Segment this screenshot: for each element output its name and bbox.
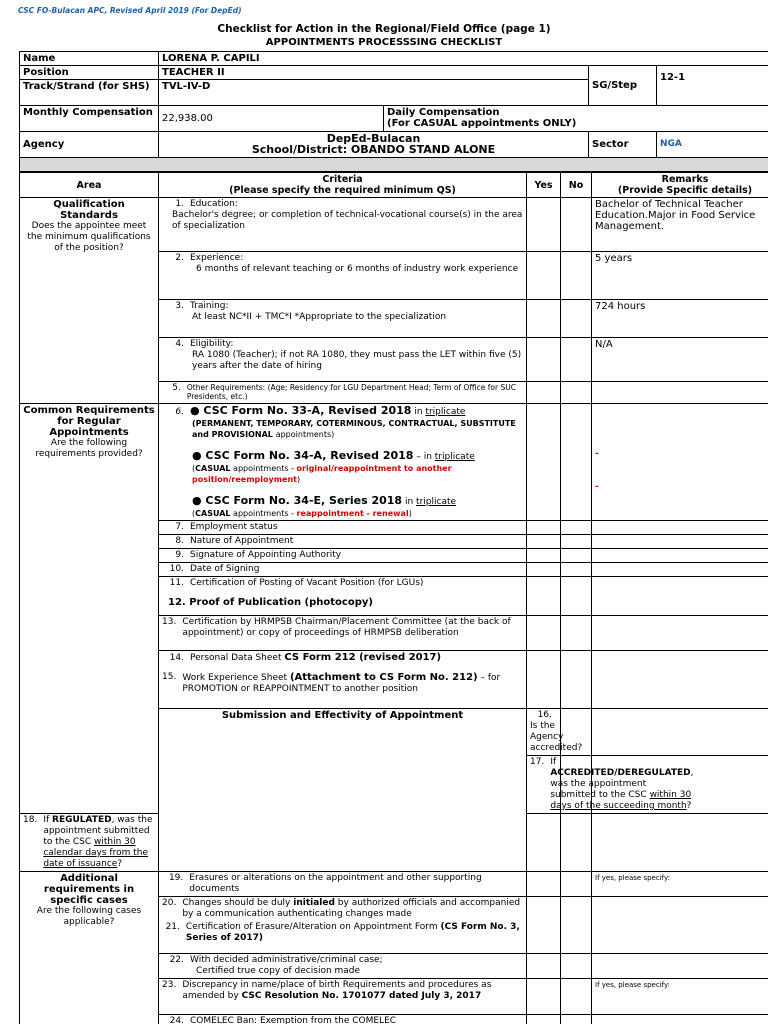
yes-checkbox[interactable] bbox=[527, 577, 561, 616]
item-date-signing: 10. Date of Signing bbox=[159, 563, 527, 577]
no-checkbox[interactable] bbox=[561, 577, 592, 616]
no-checkbox[interactable] bbox=[561, 814, 592, 872]
daily-label: Daily Compensation bbox=[387, 107, 500, 118]
track-label: Track/Strand (for SHS) bbox=[20, 80, 159, 106]
yes-checkbox[interactable] bbox=[527, 338, 561, 382]
yes-checkbox[interactable] bbox=[527, 198, 561, 252]
item-csc-forms: 6. ● CSC Form No. 33-A, Revised 2018 in triplicate (PERMANENT, TEMPORARY, COTERMINOUS, CONTRACTUAL, SUBSTITUTE and PROVISIONAL appointments) ● CSC Form No. 34-A, Revised 2018 – in triplicate (CASUAL appointments - original/reappointment to another position/reemployment) ● CSC Form No. 34-E, Series 2018 in triplicate (CASUAL appointments - reappointment - renewal) bbox=[159, 404, 527, 521]
yes-checkbox[interactable] bbox=[527, 521, 561, 535]
agency-line1: DepEd-Bulacan bbox=[326, 132, 421, 145]
no-checkbox[interactable] bbox=[561, 535, 592, 549]
col-criteria-sub: (Please specify the required minimum QS) bbox=[229, 185, 456, 196]
no-checkbox[interactable] bbox=[561, 954, 592, 979]
col-area: Area bbox=[20, 173, 159, 198]
no-checkbox[interactable] bbox=[561, 252, 592, 300]
no-checkbox[interactable] bbox=[561, 521, 592, 535]
item-training: 3. Training: At least NC*II + TMC*I *Appropriate to the specialization bbox=[159, 300, 527, 338]
item-other-requirements: 5. Other Requirements: (Age; Residency for LGU Department Head; Term of Office for SUC Presidents, etc.) bbox=[159, 382, 527, 404]
remark-eligibility: N/A bbox=[592, 338, 768, 382]
no-checkbox[interactable] bbox=[561, 616, 592, 651]
sg-value: 12-1 bbox=[657, 66, 768, 106]
remark-discrepancy: If yes, please specify: bbox=[592, 979, 768, 1015]
remark-experience: 5 years bbox=[592, 252, 768, 300]
yes-checkbox[interactable] bbox=[527, 535, 561, 549]
monthly-label: Monthly Compensation bbox=[20, 106, 159, 132]
yes-checkbox[interactable] bbox=[527, 252, 561, 300]
monthly-value: 22,938.00 bbox=[159, 106, 384, 132]
item-education: 1. Education: Bachelor's degree; or completion of technical-vocational course(s) in the area of specialization bbox=[159, 198, 527, 252]
yes-checkbox[interactable] bbox=[527, 382, 561, 404]
yes-checkbox[interactable] bbox=[527, 954, 561, 979]
col-yes: Yes bbox=[527, 173, 561, 198]
item-pds-wes: 14. Personal Data Sheet CS Form 212 (revised 2017) 15. Work Experience Sheet (Attachment to CS Form No. 212) – for PROMOTION or REAPPOINTMENT to another position bbox=[159, 651, 527, 709]
no-checkbox[interactable] bbox=[561, 549, 592, 563]
col-remarks-sub: (Provide Specific details) bbox=[617, 185, 753, 196]
col-criteria-cell bbox=[159, 173, 527, 198]
item-changes-initialed: 20. Changes should be duly initialed by authorized officials and accompanied by a communication authenticating changes made 21. Certification of Erasure/Alteration on Appointment Form (CS Form No. 3, Series of 2017) bbox=[159, 897, 527, 954]
position-value: TEACHER II bbox=[159, 66, 589, 80]
col-remarks-cell bbox=[592, 173, 768, 198]
area-common: Common Requirements for Regular Appointments Are the following requirements provided? bbox=[20, 404, 159, 814]
yes-checkbox[interactable] bbox=[527, 897, 561, 954]
header-note: CSC FO-Bulacan APC, Revised April 2019 (For DepEd) bbox=[18, 6, 242, 15]
no-checkbox[interactable] bbox=[561, 563, 592, 577]
agency-cell bbox=[159, 132, 589, 158]
item-discrepancy: 23. Discrepancy in name/place of birth Requirements and procedures as amended by CSC Resolution No. 1701077 dated July 3, 2017 bbox=[159, 979, 527, 1015]
no-checkbox[interactable] bbox=[561, 338, 592, 382]
item-nature-appointment: 8. Nature of Appointment bbox=[159, 535, 527, 549]
yes-checkbox[interactable] bbox=[527, 616, 561, 651]
yes-checkbox[interactable] bbox=[527, 872, 561, 897]
area-qualification: Qualification Standards Does the appointee meet the minimum qualifications of the position? bbox=[20, 198, 159, 404]
separator-bar bbox=[20, 158, 768, 172]
item-decided-case: 22. With decided administrative/criminal case; Certified true copy of decision made bbox=[159, 954, 527, 979]
sg-label: SG/Step bbox=[589, 66, 657, 106]
yes-checkbox[interactable] bbox=[527, 979, 561, 1015]
yes-checkbox[interactable] bbox=[527, 1015, 561, 1024]
item-employment-status: 7. Employment status bbox=[159, 521, 527, 535]
agency-label: Agency bbox=[20, 132, 159, 158]
area-submission: Submission and Effectivity of Appointment bbox=[159, 709, 527, 872]
page-subtitle: APPOINTMENTS PROCESSSING CHECKLIST bbox=[265, 37, 503, 48]
remark-erasures: If yes, please specify: bbox=[592, 872, 768, 897]
sector-label: Sector bbox=[589, 132, 657, 158]
col-no: No bbox=[561, 173, 592, 198]
yes-checkbox[interactable] bbox=[527, 300, 561, 338]
area-additional: Additional requirements in specific cases Are the following cases applicable? bbox=[20, 872, 159, 1024]
sector-value: NGA bbox=[657, 132, 768, 158]
item-comelec: 24. COMELEC Ban: Exemption from the COMELEC bbox=[159, 1015, 527, 1024]
daily-sub: (For CASUAL appointments ONLY) bbox=[387, 118, 577, 129]
item-eligibility: 4. Eligibility: RA 1080 (Teacher); if not RA 1080, they must pass the LET within five (5) years after the date of hiring bbox=[159, 338, 527, 382]
position-label: Position bbox=[20, 66, 159, 80]
no-checkbox[interactable] bbox=[561, 651, 592, 709]
col-remarks: Remarks bbox=[661, 174, 709, 185]
no-checkbox[interactable] bbox=[592, 709, 768, 756]
no-checkbox[interactable] bbox=[561, 404, 592, 521]
agency-line2: School/District: OBANDO STAND ALONE bbox=[251, 143, 496, 156]
no-checkbox[interactable] bbox=[561, 382, 592, 404]
no-checkbox[interactable] bbox=[561, 198, 592, 252]
item-posting-publication: 11. Certification of Posting of Vacant Position (for LGUs) 12. Proof of Publication (photocopy) bbox=[159, 577, 527, 616]
daily-cell bbox=[384, 106, 768, 132]
remark-csc-forms: - - bbox=[592, 404, 768, 521]
yes-checkbox[interactable] bbox=[527, 549, 561, 563]
page-title: Checklist for Action in the Regional/Field Office (page 1) bbox=[217, 23, 551, 35]
no-checkbox[interactable] bbox=[561, 979, 592, 1015]
yes-checkbox[interactable] bbox=[527, 651, 561, 709]
yes-checkbox[interactable] bbox=[527, 814, 561, 872]
name-label: Name bbox=[20, 52, 159, 66]
item-regulated: 18. If REGULATED, was the appointment submitted to the CSC within 30 calendar days from the date of issuance? bbox=[20, 814, 159, 872]
remark-education: Bachelor of Technical Teacher Education.Major in Food Service Management. bbox=[592, 198, 768, 252]
remark-training: 724 hours bbox=[592, 300, 768, 338]
col-criteria: Criteria bbox=[322, 174, 363, 185]
item-experience: 2. Experience: 6 months of relevant teaching or 6 months of industry work experience bbox=[159, 252, 527, 300]
yes-checkbox[interactable] bbox=[527, 404, 561, 521]
no-checkbox[interactable] bbox=[561, 897, 592, 954]
item-signature: 9. Signature of Appointing Authority bbox=[159, 549, 527, 563]
item-erasures: 19. Erasures or alterations on the appointment and other supporting documents bbox=[159, 872, 527, 897]
name-value: LORENA P. CAPILI bbox=[159, 52, 768, 66]
no-checkbox[interactable] bbox=[561, 300, 592, 338]
no-checkbox[interactable] bbox=[561, 872, 592, 897]
info-table bbox=[19, 51, 768, 172]
item-deregulated: 17. If ACCREDITED/DEREGULATED, was the appointment submitted to the CSC within 30 days of the succeeding month? bbox=[527, 756, 561, 814]
no-checkbox[interactable] bbox=[561, 1015, 592, 1024]
yes-checkbox[interactable] bbox=[527, 563, 561, 577]
track-value: TVL-IV-D bbox=[159, 80, 589, 106]
item-hrmpsb: 13. Certification by HRMPSB Chairman/Placement Committee (at the back of appointment) or copy of proceedings of HRMPSB deliberation bbox=[159, 616, 527, 651]
item-accredited: 16.Is the Agency accredited? bbox=[527, 709, 561, 756]
checklist-table bbox=[19, 172, 768, 1024]
